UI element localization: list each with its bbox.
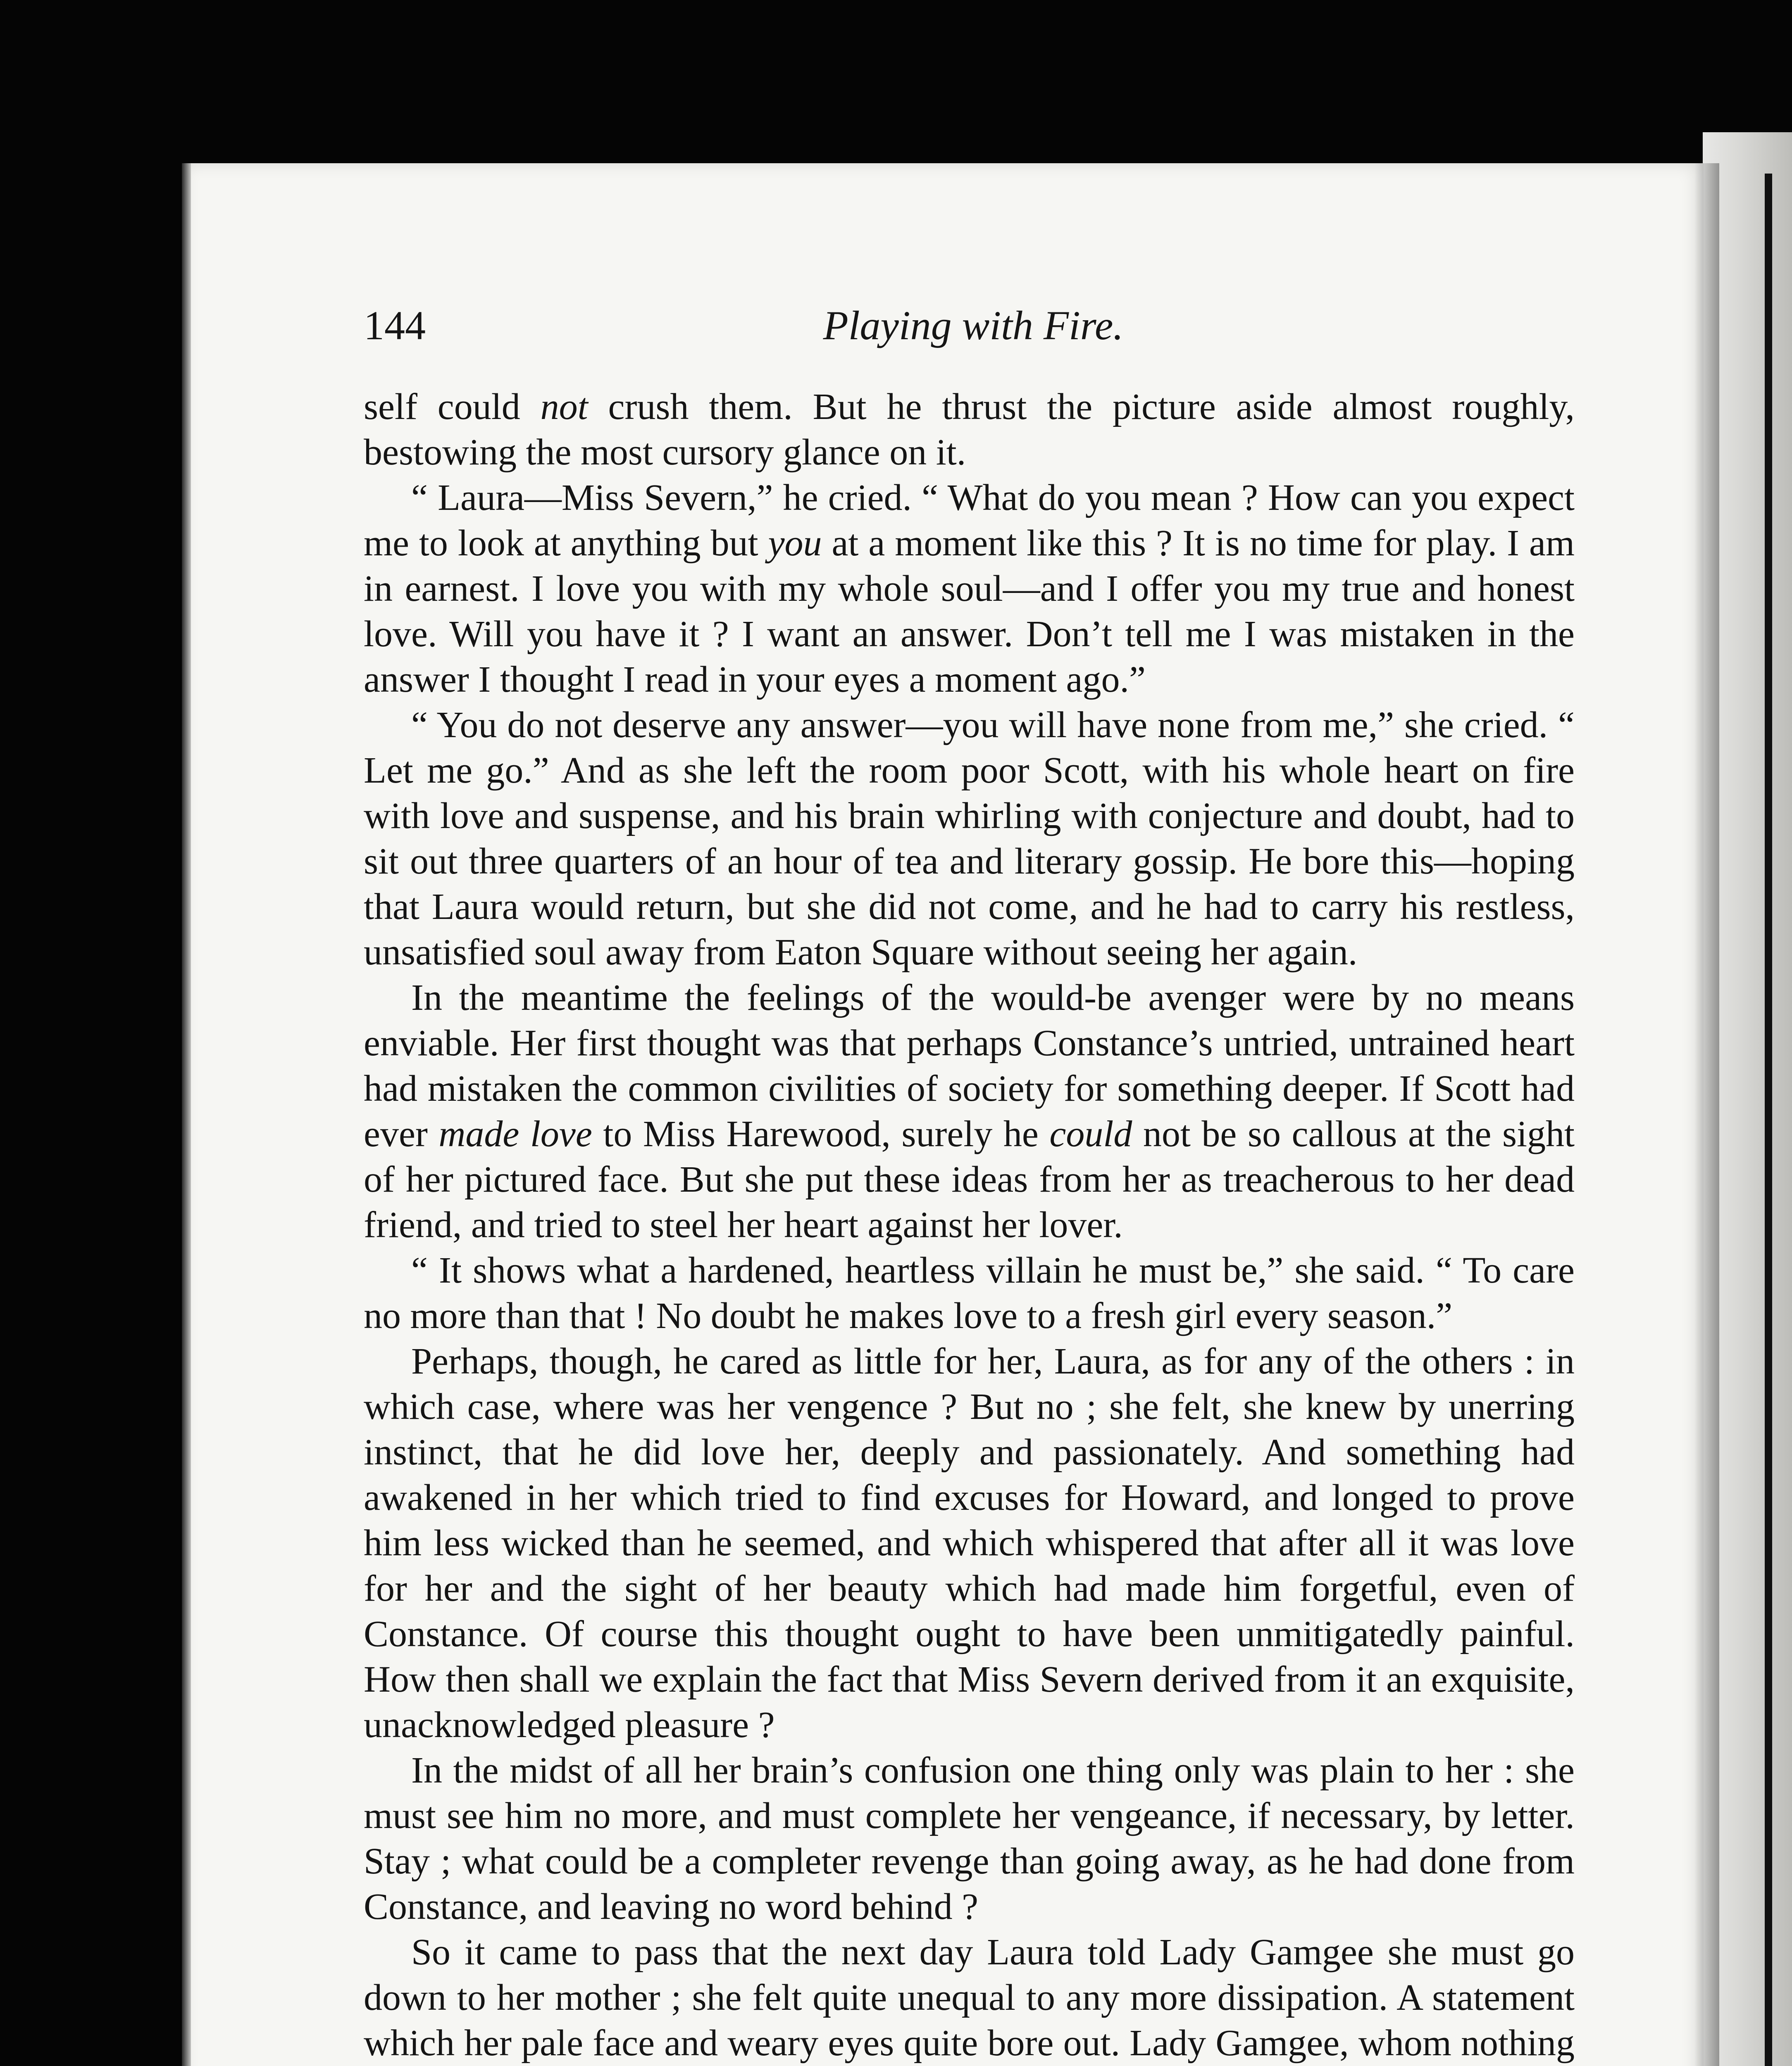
paragraph: In the midst of all her brain’s confusion one thing only was plain to her : she must see him no more, and must complete her vengeance, if necessary, by letter. Stay ; what could be a completer revenge than going away, as he had done from Constance, and leaving no word behind ?: [364, 1750, 1575, 1927]
paragraph: Perhaps, though, he cared as little for her, Laura, as for any of the others : in which case, where was her vengence ? But no ; she felt, she knew by unerring instinct, that he did love her, deeply and passionately. And something had awakened in her which tried to find excuses for Howard, and longed to prove him less wicked than he seemed, and which whispered that after all it was love for her and the sight of her beauty which had made him forgetful, even of Constance. Of course this thought ought to have been unmitigatedly painful. How then shall we explain the fact that Miss Severn derived from it an exquisite, unacknowledged pleasure ?: [364, 1341, 1575, 1745]
page-header: [364, 302, 1583, 359]
paragraph: [364, 975, 1575, 1248]
paragraph: So it came to pass that the next day Laura told Lady Gamgee she must go down to her mother ; she felt quite unequal to any more dissipation. A statement which her pale face and weary eyes quite bore out. Lady Gamgee, whom nothing: [364, 1932, 1575, 2064]
text-run: “ Laura—Miss Severn,” he cried. “ What do you mean ? How can you expect me to look at anything but: [364, 477, 1575, 564]
text-run: at a moment like this ? It is no time for play. I am in earnest. I love you with my whole soul—and I offer you my true and honest love. Will you have it ? I want an answer. Don’t tell me I was mistaken in the answer I thought I read in your eyes a moment ago.”: [364, 523, 1575, 700]
body-text: [364, 384, 1575, 2066]
page-fold-shadow: [1694, 163, 1719, 2066]
italic-text: could: [1049, 1114, 1132, 1154]
next-page-margin-rule: [1765, 174, 1772, 2066]
paragraph: [364, 475, 1575, 702]
text-run: In the meantime the feelings of the would-be avenger were by no means enviable. Her first thought was that perhaps Constance’s untried, untrained heart had mistaken the common civilities of society for something deeper. If Scott had ever: [364, 977, 1575, 1154]
page-number: 144: [364, 302, 426, 348]
paragraph: [364, 384, 1575, 475]
paragraph: “ You do not deserve any answer—you will have none from me,” she cried. “ Let me go.” And as she left the room poor Scott, with his whole heart on fire with love and suspense, and his brain whirling with conjecture and doubt, had to sit out three quarters of an hour of tea and literary gossip. He bore this—hoping that Laura would return, but she did not come, and he had to carry his restless, unsatisfied soul away from Eaton Square without seeing her again.: [364, 705, 1575, 973]
text-run: self could: [364, 386, 541, 427]
text-run: crush them. But he thrust the picture aside almost roughly, bestowing the most cursory glance on it.: [364, 386, 1575, 473]
text-run: not be so callous at the sight of her pictured face. But she put these ideas from her as treacherous to her dead friend, and tried to steel her heart against her lover.: [364, 1114, 1575, 1245]
italic-text: made love: [438, 1114, 592, 1154]
paragraph: “ It shows what a hardened, heartless villain he must be,” she said. “ To care no more than that ! No doubt he makes love to a fresh girl every season.”: [364, 1250, 1575, 1336]
text-run: to Miss Harewood, surely he: [592, 1114, 1050, 1154]
running-title: Playing with Fire.: [823, 302, 1124, 348]
italic-text: you: [768, 523, 822, 564]
italic-text: not: [540, 386, 588, 427]
